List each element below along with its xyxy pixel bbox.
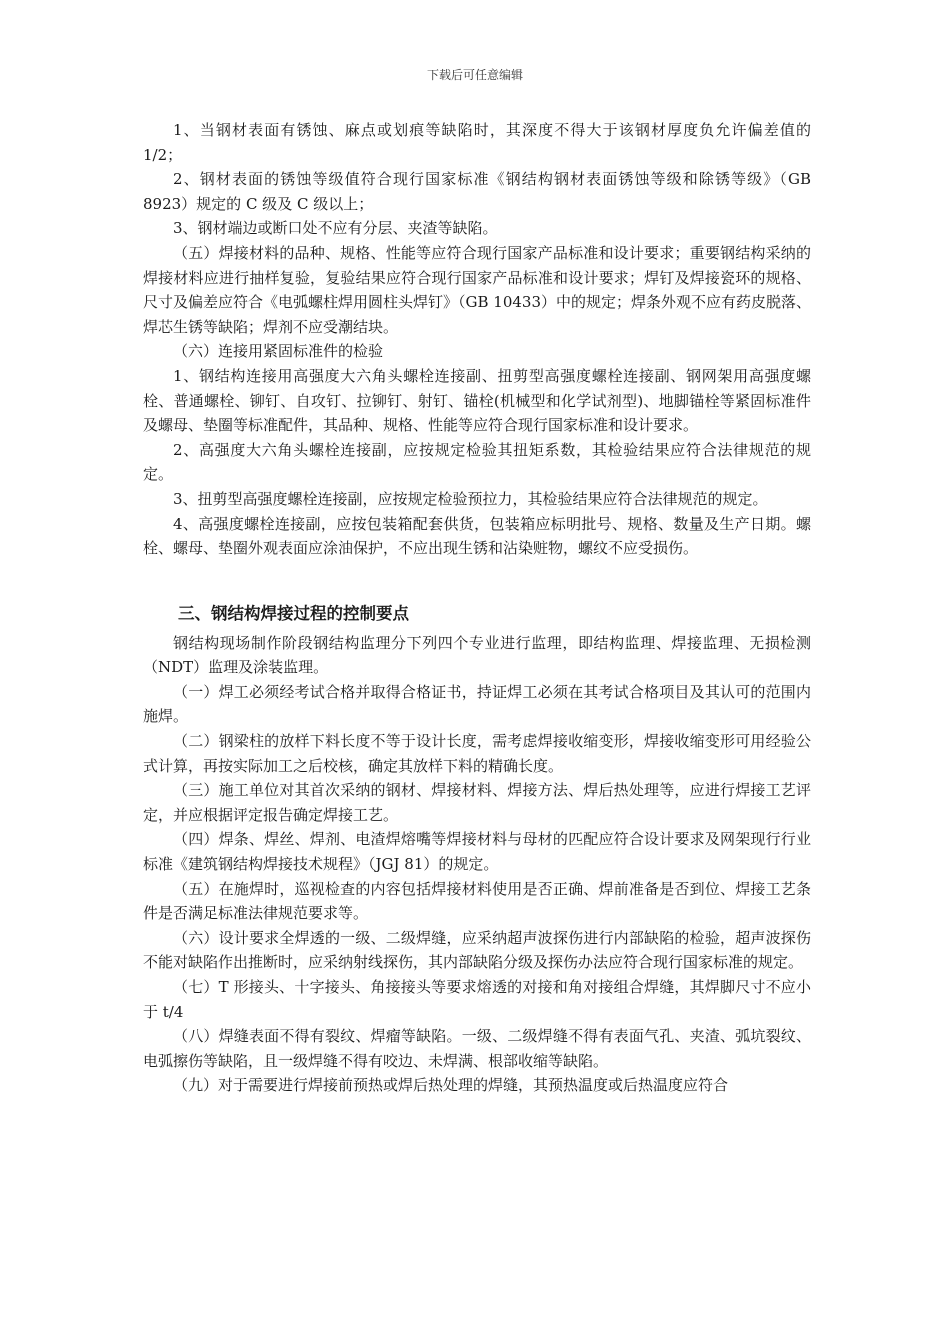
paragraph: 钢结构现场制作阶段钢结构监理分下列四个专业进行监理，即结构监理、焊接监理、无损检测（NDT）监理及涂装监理。 (143, 633, 811, 677)
paragraph: （二）钢梁柱的放样下料长度不等于设计长度，需考虑焊接收缩变形，焊接收缩变形可用经验公式计算，再按实际加工之后校核，确定其放样下料的精确长度。 (143, 732, 811, 775)
paragraph: 3、钢材端边或断口处不应有分层、夹渣等缺陷。 (173, 219, 498, 238)
document-body (143, 118, 811, 1098)
paragraph: 2、钢材表面的锈蚀等级值符合现行国家标准《钢结构钢材表面锈蚀等级和除锈等级》（GB 8923）规定的 C 级及 C 级以上； (143, 170, 811, 213)
page-header: 下载后可任意编辑 (426, 68, 523, 82)
paragraph: （五）在施焊时，巡视检查的内容包括焊接材料使用是否正确、焊前准备是否到位、焊接工艺条件是否满足标准法律规范要求等。 (143, 879, 811, 923)
paragraph: （四）焊条、焊丝、焊剂、电渣焊熔嘴等焊接材料与母材的匹配应符合设计要求及网架现行行业标准《建筑钢结构焊接技术规程》（JGJ 81）的规定。 (143, 830, 811, 874)
paragraph: （六）设计要求全焊透的一级、二级焊缝，应采纳超声波探伤进行内部缺陷的检验，超声波探伤不能对缺陷作出推断时，应采纳射线探伤，其内部缺陷分级及探伤办法应符合现行国家标准的规定。 (143, 928, 811, 972)
paragraph: （六）连接用紧固标准件的检验 (173, 342, 384, 361)
paragraph: （五）焊接材料的品种、规格、性能等应符合现行国家产品标准和设计要求；重要钢结构采纳的焊接材料应进行抽样复验，复验结果应符合现行国家产品标准和设计要求；焊钉及焊接瓷环的规格、尺寸及偏差应符合《电弧螺柱焊用圆柱头焊钉》（GB 10433）中的规定；焊条外观不应有药皮脱落、焊芯生锈等缺陷；焊剂不应受潮结块。 (143, 243, 811, 336)
paragraph: （一）焊工必须经考试合格并取得合格证书，持证焊工必须在其考试合格项目及其认可的范围内施焊。 (143, 682, 811, 726)
paragraph: 4、高强度螺栓连接副，应按包装箱配套供货，包装箱应标明批号、规格、数量及生产日期。螺栓、螺母、垫圈外观表面应涂油保护，不应出现生锈和沾染赃物，螺纹不应受损伤。 (143, 514, 811, 558)
paragraph: （八）焊缝表面不得有裂纹、焊瘤等缺陷。一级、二级焊缝不得有表面气孔、夹渣、弧坑裂纹、电弧擦伤等缺陷，且一级焊缝不得有咬边、未焊满、根部收缩等缺陷。 (143, 1027, 811, 1070)
paragraph: （九）对于需要进行焊接前预热或焊后热处理的焊缝，其预热温度或后热温度应符合 (173, 1076, 729, 1095)
paragraph: 1、当钢材表面有锈蚀、麻点或划痕等缺陷时，其深度不得大于该钢材厚度负允许偏差值的 1/2； (143, 121, 811, 164)
section-heading: 三、钢结构焊接过程的控制要点 (178, 603, 409, 623)
paragraph: 2、高强度大六角头螺栓连接副，应按规定检验其扭矩系数，其检验结果应符合法律规范的规定。 (143, 440, 811, 484)
paragraph: （七）T 形接头、十字接头、角接接头等要求熔透的对接和角对接组合焊缝，其焊脚尺寸不应小于 t/4 (143, 978, 811, 1021)
paragraph: （三）施工单位对其首次采纳的钢材、焊接材料、焊接方法、焊后热处理等，应进行焊接工艺评定，并应根据评定报告确定焊接工艺。 (143, 781, 811, 824)
paragraph: 1、钢结构连接用高强度大六角头螺栓连接副、扭剪型高强度螺栓连接副、钢网架用高强度螺栓、普通螺栓、铆钉、自攻钉、拉铆钉、射钉、锚栓(机械型和化学试剂型)、地脚锚栓等紧固标准件及螺母、垫圈等标准配件，其品种、规格、性能等应符合现行国家标准和设计要求。 (143, 366, 811, 435)
paragraph: 3、扭剪型高强度螺栓连接副，应按规定检验预拉力，其检验结果应符合法律规范的规定。 (173, 489, 768, 508)
